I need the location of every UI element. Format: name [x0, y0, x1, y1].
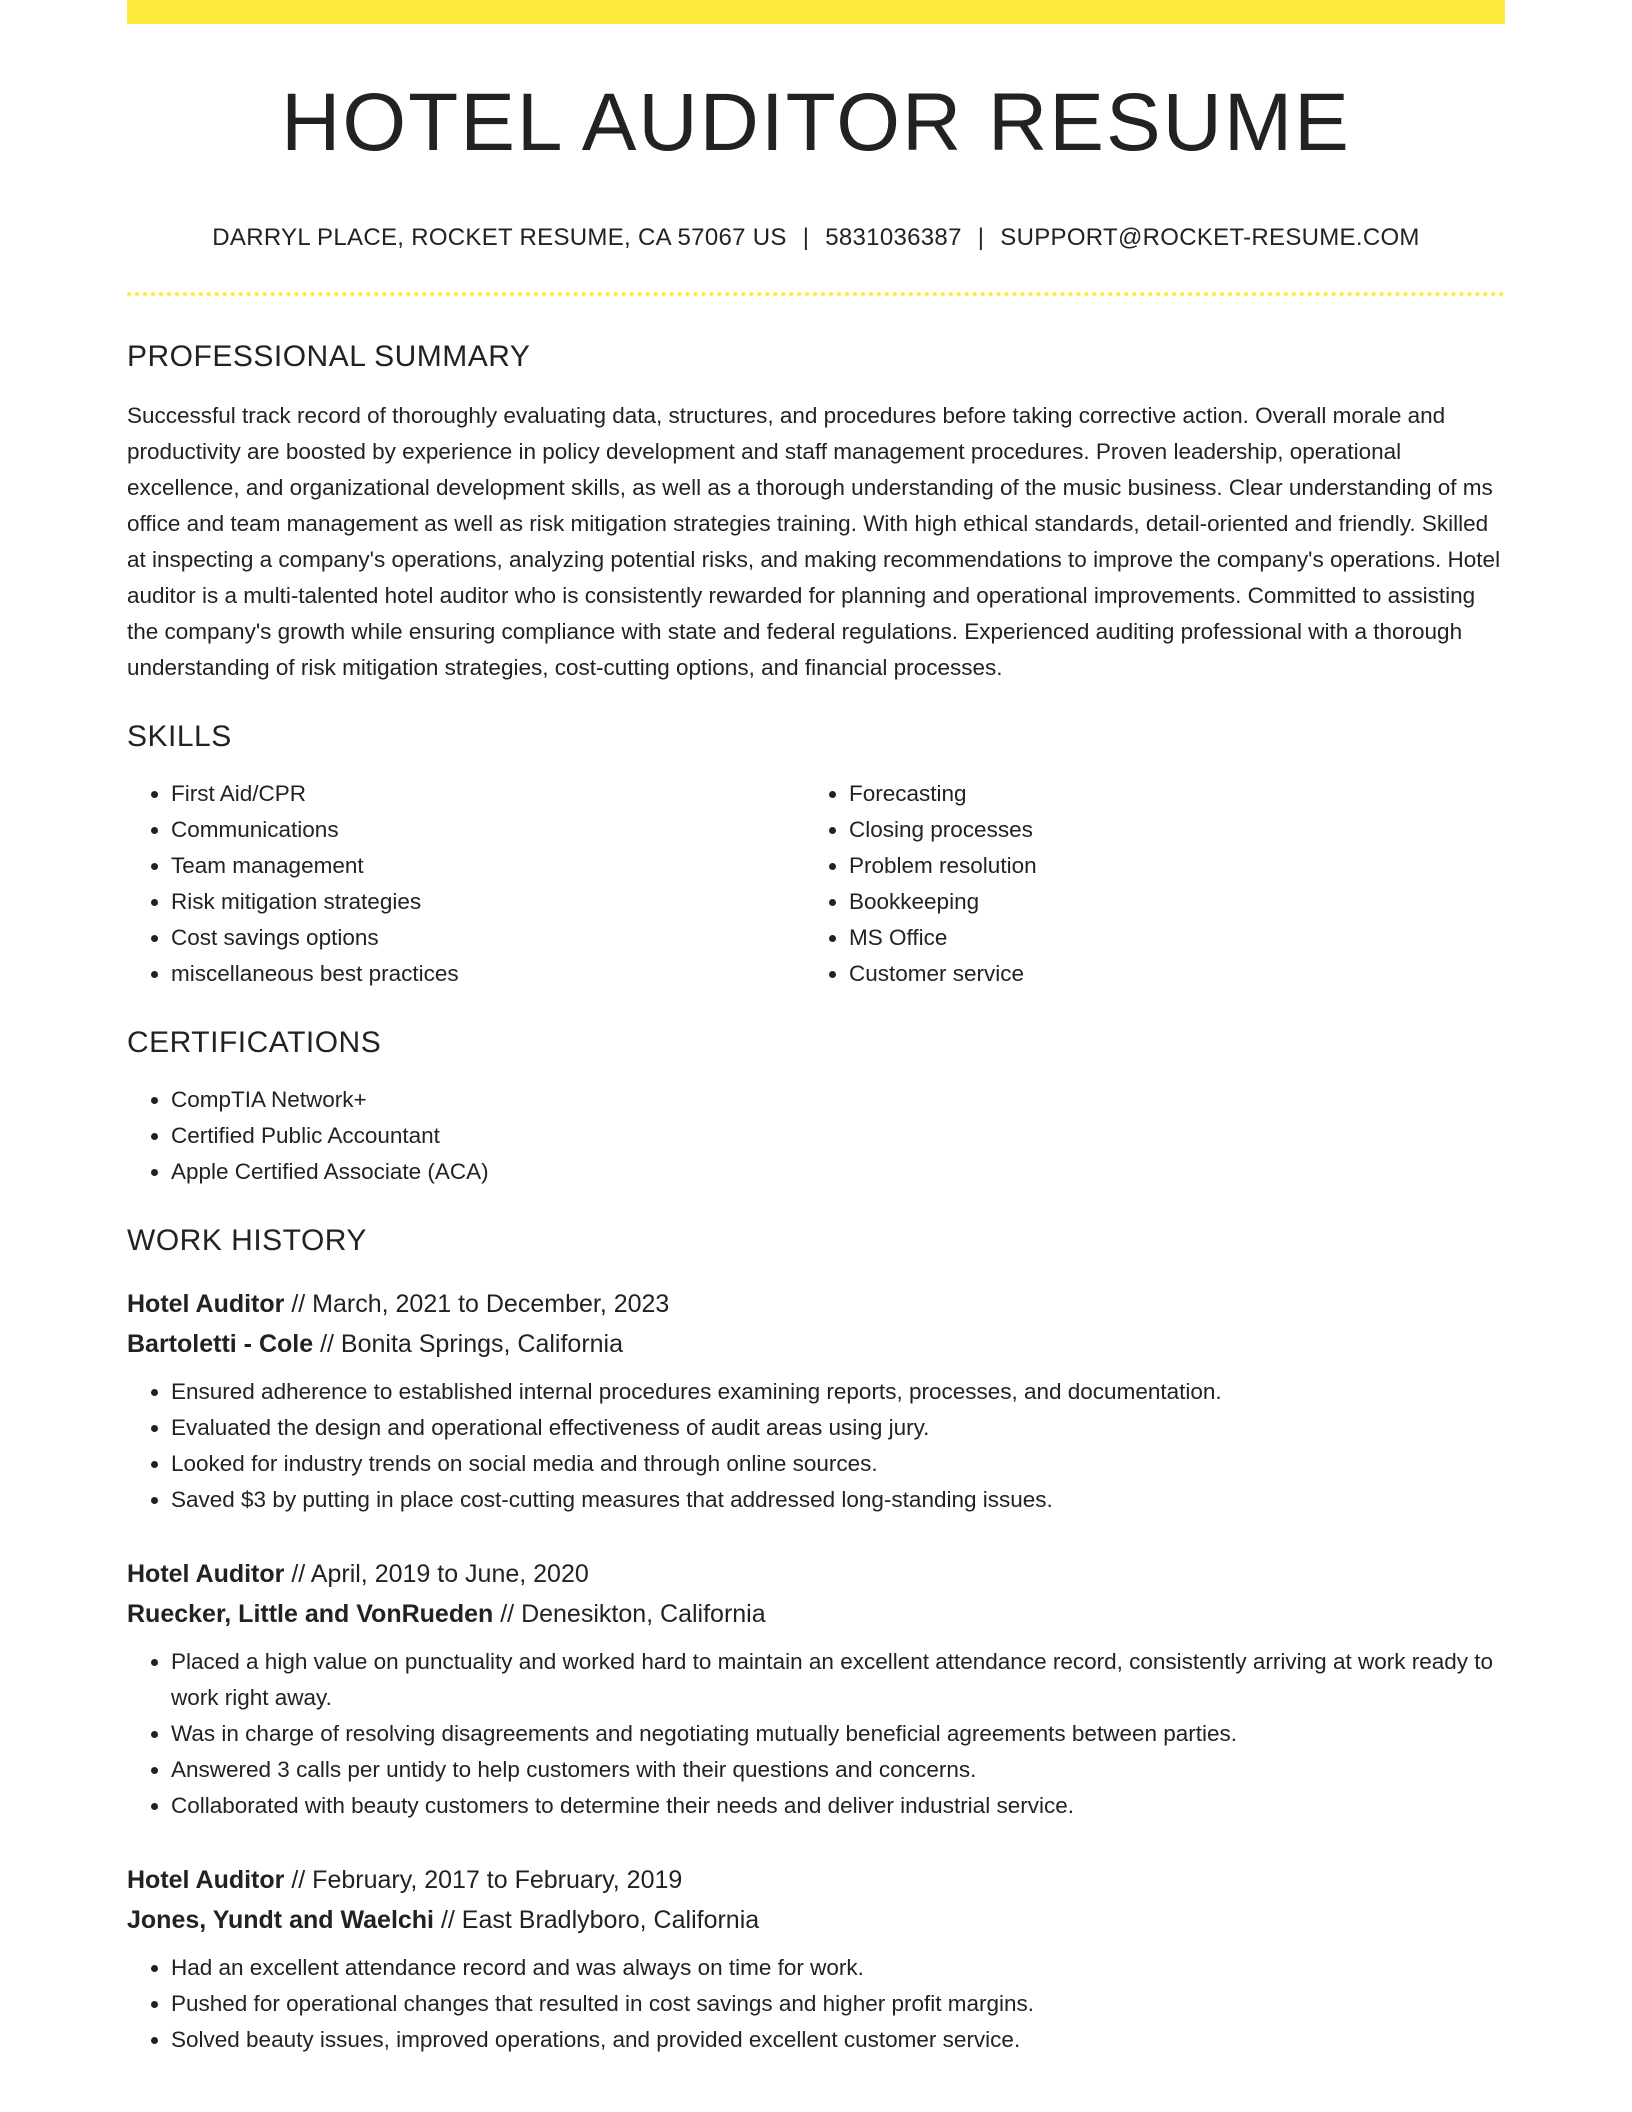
skill-item: • Problem resolution [849, 848, 1483, 884]
contact-address: DARRYL PLACE, ROCKET RESUME, CA 57067 US [212, 224, 787, 251]
job-duty: • Pushed for operational changes that resulted in cost savings and higher profit margins. [171, 1986, 1505, 2022]
skill-item: • Communications [171, 812, 805, 848]
job-company-line [127, 1900, 1505, 1940]
job-title: Hotel Auditor [127, 1290, 285, 1318]
job-duties-list [127, 1374, 1505, 1518]
summary-text: Successful track record of thoroughly evaluating data, structures, and procedures before taking corrective action. Overall morale and productivity are boosted by experience in policy development and staff management procedures. Proven leadership, operational excellence, and organizational development skills, as well as a thorough understanding of the music business. Clear understanding of ms office and team management as well as risk mitigation strategies training. With high ethical standards, detail-oriented and friendly. Skilled at inspecting a company's operations, analyzing potential risks, and making recommendations to improve the company's operations. Hotel auditor is a multi-talented hotel auditor who is consistently rewarded for planning and operational improvements. Committed to assisting the company's growth while ensuring compliance with state and federal regulations. Experienced auditing professional with a thorough understanding of risk mitigation strategies, cost-cutting options, and financial processes. [127, 403, 1501, 680]
job-company: Jones, Yundt and Waelchi [127, 1906, 435, 1934]
job-title: Hotel Auditor [127, 1560, 285, 1588]
job-company: Ruecker, Little and VonRueden [127, 1600, 494, 1628]
job-duties-list [127, 1950, 1505, 2058]
certifications-heading: CERTIFICATIONS [127, 1026, 382, 1059]
work-history-heading: WORK HISTORY [127, 1224, 367, 1257]
dotted-divider [127, 292, 1505, 296]
job-title-line [127, 1860, 1505, 1900]
job-company-line [127, 1324, 1505, 1364]
job-duty: • Was in charge of resolving disagreements and negotiating mutually beneficial agreements between parties. [171, 1716, 1505, 1752]
job-duty: • Solved beauty issues, improved operations, and provided excellent customer service. [171, 2022, 1505, 2058]
contact-email: SUPPORT@ROCKET-RESUME.COM [1000, 224, 1420, 251]
skills-heading: SKILLS [127, 720, 232, 753]
job-dates: // February, 2017 to February, 2019 [284, 1866, 683, 1894]
job-location: // Denesikton, California [493, 1600, 766, 1628]
job-duty: • Evaluated the design and operational effectiveness of audit areas using jury. [171, 1410, 1505, 1446]
job-duty: • Collaborated with beauty customers to determine their needs and deliver industrial service. [171, 1788, 1505, 1824]
certifications-list [127, 1082, 1505, 1190]
summary-heading: PROFESSIONAL SUMMARY [127, 340, 531, 373]
job-company-line [127, 1594, 1505, 1634]
skill-item: • Closing processes [849, 812, 1483, 848]
resume-page [127, 0, 1505, 2058]
certification-item: • CompTIA Network+ [171, 1082, 1505, 1118]
skill-item: • Team management [171, 848, 805, 884]
certification-item: • Certified Public Accountant [171, 1118, 1505, 1154]
job-location: // East Bradlyboro, California [434, 1906, 760, 1934]
job-duty: • Answered 3 calls per untidy to help customers with their questions and concerns. [171, 1752, 1505, 1788]
job-title-line [127, 1284, 1505, 1324]
job-entry [127, 1284, 1505, 1518]
skills-column-right [805, 776, 1483, 992]
job-duty: • Placed a high value on punctuality and worked hard to maintain an excellent attendance record, consistently arriving at work ready to work right away. [171, 1644, 1505, 1716]
job-company: Bartoletti - Cole [127, 1330, 314, 1358]
skill-item: • Cost savings options [171, 920, 805, 956]
skills-list [127, 776, 1505, 992]
contact-separator: | [977, 224, 985, 251]
skill-item: • Risk mitigation strategies [171, 884, 805, 920]
skill-item: • Bookkeeping [849, 884, 1483, 920]
skill-item: • miscellaneous best practices [171, 956, 805, 992]
skill-item: • First Aid/CPR [171, 776, 805, 812]
job-title: Hotel Auditor [127, 1866, 285, 1894]
job-dates: // March, 2021 to December, 2023 [284, 1290, 670, 1318]
job-dates: // April, 2019 to June, 2020 [284, 1560, 589, 1588]
job-duty: • Had an excellent attendance record and was always on time for work. [171, 1950, 1505, 1986]
accent-top-bar [127, 0, 1505, 24]
job-location: // Bonita Springs, California [313, 1330, 624, 1358]
contact-separator: | [802, 224, 810, 251]
job-duty: • Looked for industry trends on social media and through online sources. [171, 1446, 1505, 1482]
job-entry [127, 1860, 1505, 2058]
contact-phone: 5831036387 [825, 224, 962, 251]
skill-item: • Customer service [849, 956, 1483, 992]
skills-column-left [127, 776, 805, 992]
certification-item: • Apple Certified Associate (ACA) [171, 1154, 1505, 1190]
resume-title: HOTEL AUDITOR RESUME [281, 77, 1351, 168]
skill-item: • MS Office [849, 920, 1483, 956]
job-entry [127, 1554, 1505, 1824]
job-duty: • Ensured adherence to established internal procedures examining reports, processes, and documentation. [171, 1374, 1505, 1410]
job-duty: • Saved $3 by putting in place cost-cutting measures that addressed long-standing issues. [171, 1482, 1505, 1518]
contact-line [127, 224, 1505, 252]
skill-item: • Forecasting [849, 776, 1483, 812]
job-duties-list [127, 1644, 1505, 1824]
job-title-line [127, 1554, 1505, 1594]
